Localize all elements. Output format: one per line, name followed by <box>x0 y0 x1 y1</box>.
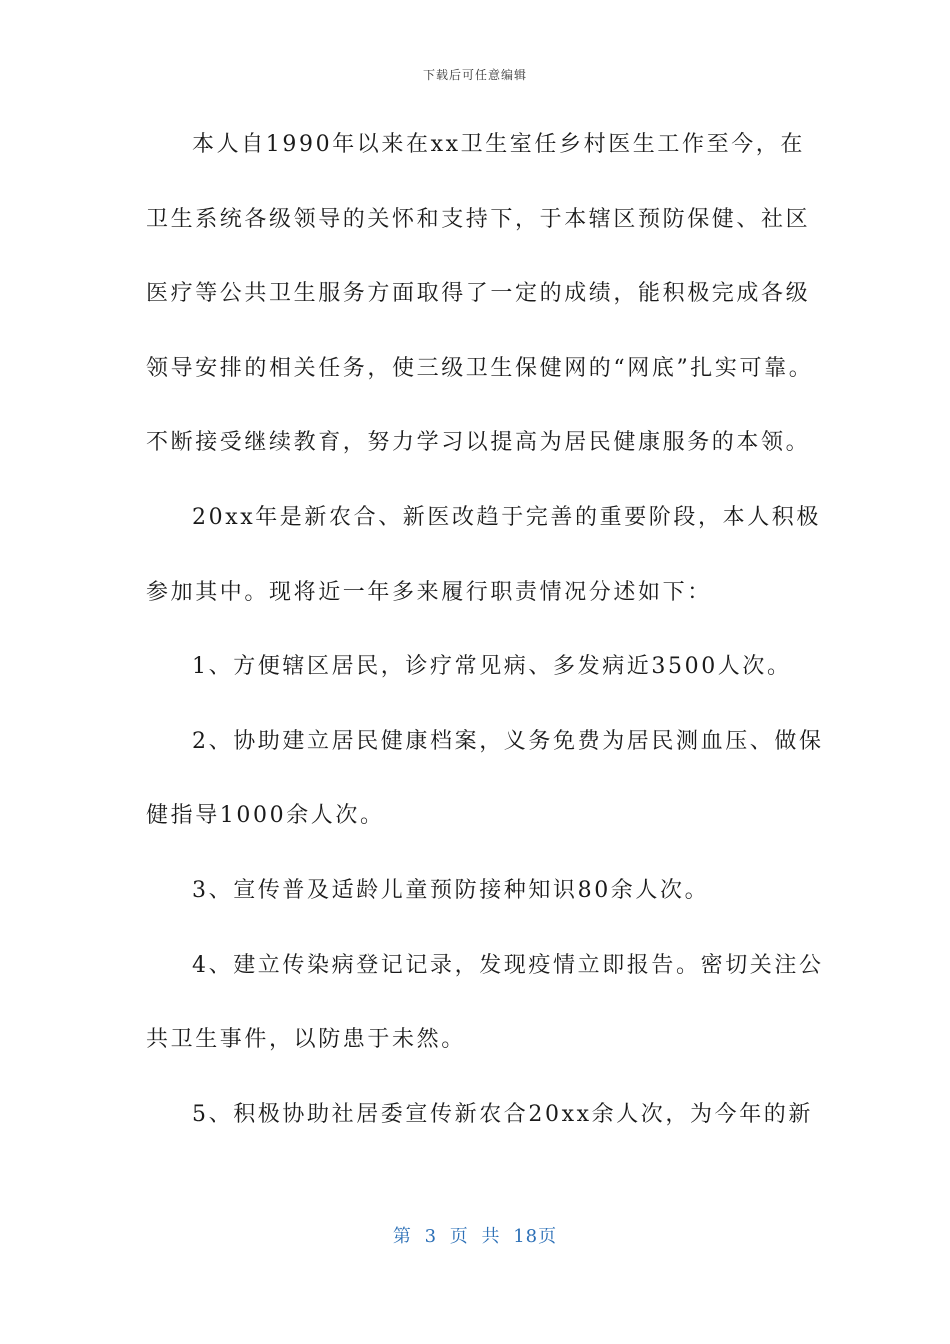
document-body <box>146 108 824 1152</box>
page-number: 第 3 页 共 18页 <box>392 1226 558 1247</box>
text-line: 共卫生事件，以防患于未然。 <box>146 1027 466 1053</box>
text-line: 健指导1000余人次。 <box>146 803 385 829</box>
list-item: 2、协助建立居民健康档案，义务免费为居民测血压、做保 <box>192 728 824 754</box>
text-line: 不断接受继续教育，努力学习以提高为居民健康服务的本领。 <box>146 430 811 456</box>
text-line: 本人自1990年以来在xx卫生室任乡村医生工作至今，在 <box>192 132 806 157</box>
text-line: 医疗等公共卫生服务方面取得了一定的成绩，能积极完成各级 <box>146 281 811 307</box>
text-line: 领导安排的相关任务，使三级卫生保健网的“网底”扎实可靠。 <box>146 355 814 381</box>
list-item: 5、积极协助社居委宣传新农合20xx余人次，为今年的新 <box>192 1101 814 1127</box>
page-header-note: 下载后可任意编辑 <box>422 68 527 82</box>
list-item: 1、方便辖区居民，诊疗常见病、多发病近3500人次。 <box>192 654 792 680</box>
text-line: 卫生系统各级领导的关怀和支持下，于本辖区预防保健、社区 <box>146 206 811 232</box>
text-line: 参加其中。现将近一年多来履行职责情况分述如下： <box>146 579 712 605</box>
list-item: 4、建立传染病登记记录，发现疫情立即报告。密切关注公 <box>192 952 824 978</box>
text-line: 20xx年是新农合、新医改趋于完善的重要阶段，本人积极 <box>192 504 822 530</box>
list-item: 3、宣传普及适龄儿童预防接种知识80余人次。 <box>192 877 710 903</box>
